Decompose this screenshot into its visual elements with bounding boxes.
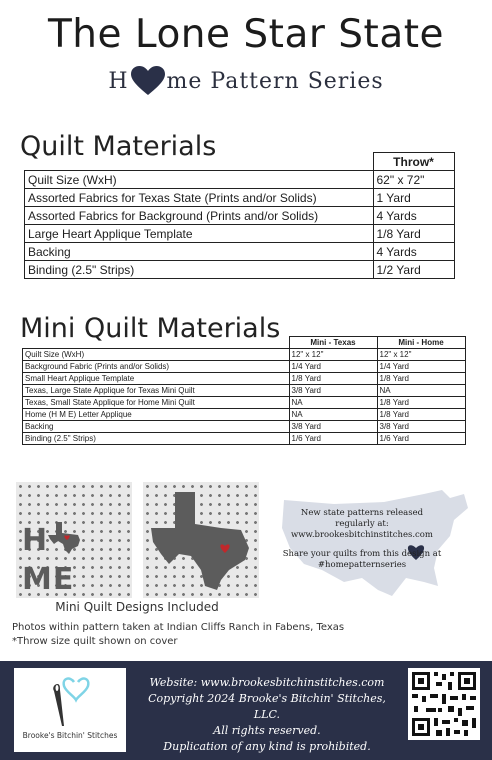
- mini-material-item: Small Heart Applique Template: [23, 373, 290, 385]
- quilt-materials-heading: Quilt Materials: [20, 131, 217, 162]
- material-item: Large Heart Applique Template: [25, 225, 374, 243]
- mini-texas-amount: 1/6 Yard: [289, 433, 377, 445]
- logo-text: Brooke's Bitchin' Stitches: [22, 731, 118, 740]
- blank-header: [23, 337, 290, 349]
- material-item: Assorted Fabrics for Texas State (Prints and/or Solids): [25, 189, 374, 207]
- mini-home-amount: 12" x 12": [377, 349, 465, 361]
- table-row: [23, 373, 466, 385]
- table-row: [25, 189, 455, 207]
- texas-small-icon: [48, 522, 82, 562]
- mini-material-item: Quilt Size (WxH): [23, 349, 290, 361]
- map-line-1: New state patterns released: [300, 508, 424, 518]
- map-website[interactable]: www.brookesbitchinstitches.com: [291, 530, 433, 540]
- material-item: Quilt Size (WxH): [25, 171, 374, 189]
- table-row: [25, 261, 455, 279]
- material-item: Assorted Fabrics for Background (Prints and/or Solids): [25, 207, 374, 225]
- throw-amount: 1 Yard: [373, 189, 454, 207]
- mini-texas-amount: 3/8 Yard: [289, 385, 377, 397]
- map-panel-text: [282, 508, 442, 571]
- table-row: [23, 385, 466, 397]
- series-subtitle: [0, 66, 492, 102]
- needle-heart-icon: [48, 674, 92, 730]
- map-line-4: Share your quilts from this design at: [282, 549, 442, 559]
- home-letter-h: H: [22, 523, 49, 558]
- mini-texas-amount: 12" x 12": [289, 349, 377, 361]
- footer-duplication: Duplication of any kind is prohibited.: [163, 740, 371, 753]
- quilt-materials-table: [24, 152, 455, 279]
- heart-icon: [131, 66, 165, 102]
- map-hashtag: #homepatternseries: [317, 560, 407, 570]
- mini-home-amount: 1/4 Yard: [377, 361, 465, 373]
- throw-amount: 62" x 72": [373, 171, 454, 189]
- table-row: [23, 397, 466, 409]
- mini-home-amount: 1/6 Yard: [377, 433, 465, 445]
- mini-texas-amount: NA: [289, 397, 377, 409]
- footer-rights: All rights reserved.: [213, 724, 321, 737]
- mini-material-item: Home (H M E) Letter Applique: [23, 409, 290, 421]
- mini-designs-caption: Mini Quilt Designs Included: [55, 600, 219, 614]
- home-word: [22, 522, 132, 597]
- material-item: Binding (2.5" Strips): [25, 261, 374, 279]
- subtitle-suffix: me Pattern Series: [166, 69, 384, 94]
- mini-home-amount: NA: [377, 385, 465, 397]
- texas-shape-icon: [151, 490, 251, 590]
- throw-size-note: *Throw size quilt shown on cover: [12, 636, 178, 647]
- mini-material-item: Texas, Large State Applique for Texas Mini Quilt: [23, 385, 290, 397]
- mini-texas-amount: 1/8 Yard: [289, 373, 377, 385]
- table-row: [23, 349, 466, 361]
- map-line-2: regularly at:: [335, 519, 389, 529]
- footer-website-link[interactable]: Website: www.brookesbitchinstitches.com: [149, 676, 385, 689]
- mini-material-item: Texas, Small State Applique for Home Mini Quilt: [23, 397, 290, 409]
- home-mini-quilt-image: [16, 482, 132, 598]
- blank-header: [25, 153, 374, 171]
- mini-material-item: Background Fabric (Prints and/or Solids): [23, 361, 290, 373]
- table-row: [25, 225, 455, 243]
- mini-home-amount: 1/8 Yard: [377, 373, 465, 385]
- mini-home-amount: 1/8 Yard: [377, 397, 465, 409]
- photo-location-note: Photos within pattern taken at Indian Cliffs Ranch in Fabens, Texas: [12, 622, 345, 633]
- mini-texas-amount: 3/8 Yard: [289, 421, 377, 433]
- material-item: Backing: [25, 243, 374, 261]
- mini-materials-heading: Mini Quilt Materials: [20, 313, 281, 344]
- throw-amount: 4 Yards: [373, 207, 454, 225]
- column-header-mini-home: Mini - Home: [377, 337, 465, 349]
- table-row: [23, 433, 466, 445]
- home-letters-me: ME: [22, 562, 75, 597]
- footer-text: [136, 675, 398, 755]
- page-title: The Lone Star State: [47, 12, 445, 57]
- table-row: [23, 409, 466, 421]
- table-row: [25, 207, 455, 225]
- table-row: [23, 421, 466, 433]
- throw-amount: 4 Yards: [373, 243, 454, 261]
- mini-texas-amount: 1/4 Yard: [289, 361, 377, 373]
- column-header-throw: Throw*: [373, 153, 454, 171]
- subtitle-prefix: H: [108, 69, 129, 94]
- column-header-mini-texas: Mini - Texas: [289, 337, 377, 349]
- table-row: [23, 361, 466, 373]
- mini-home-amount: 1/8 Yard: [377, 409, 465, 421]
- table-row: [25, 243, 455, 261]
- mini-home-amount: 3/8 Yard: [377, 421, 465, 433]
- throw-amount: 1/2 Yard: [373, 261, 454, 279]
- texas-mini-quilt-image: [143, 482, 259, 598]
- footer-copyright: Copyright 2024 Brooke's Bitchin' Stitches, LLC.: [148, 692, 386, 721]
- mini-material-item: Backing: [23, 421, 290, 433]
- table-row: [25, 171, 455, 189]
- mini-texas-amount: NA: [289, 409, 377, 421]
- qr-code-icon[interactable]: [408, 668, 480, 740]
- throw-amount: 1/8 Yard: [373, 225, 454, 243]
- mini-materials-table: [22, 336, 466, 445]
- mini-material-item: Binding (2.5" Strips): [23, 433, 290, 445]
